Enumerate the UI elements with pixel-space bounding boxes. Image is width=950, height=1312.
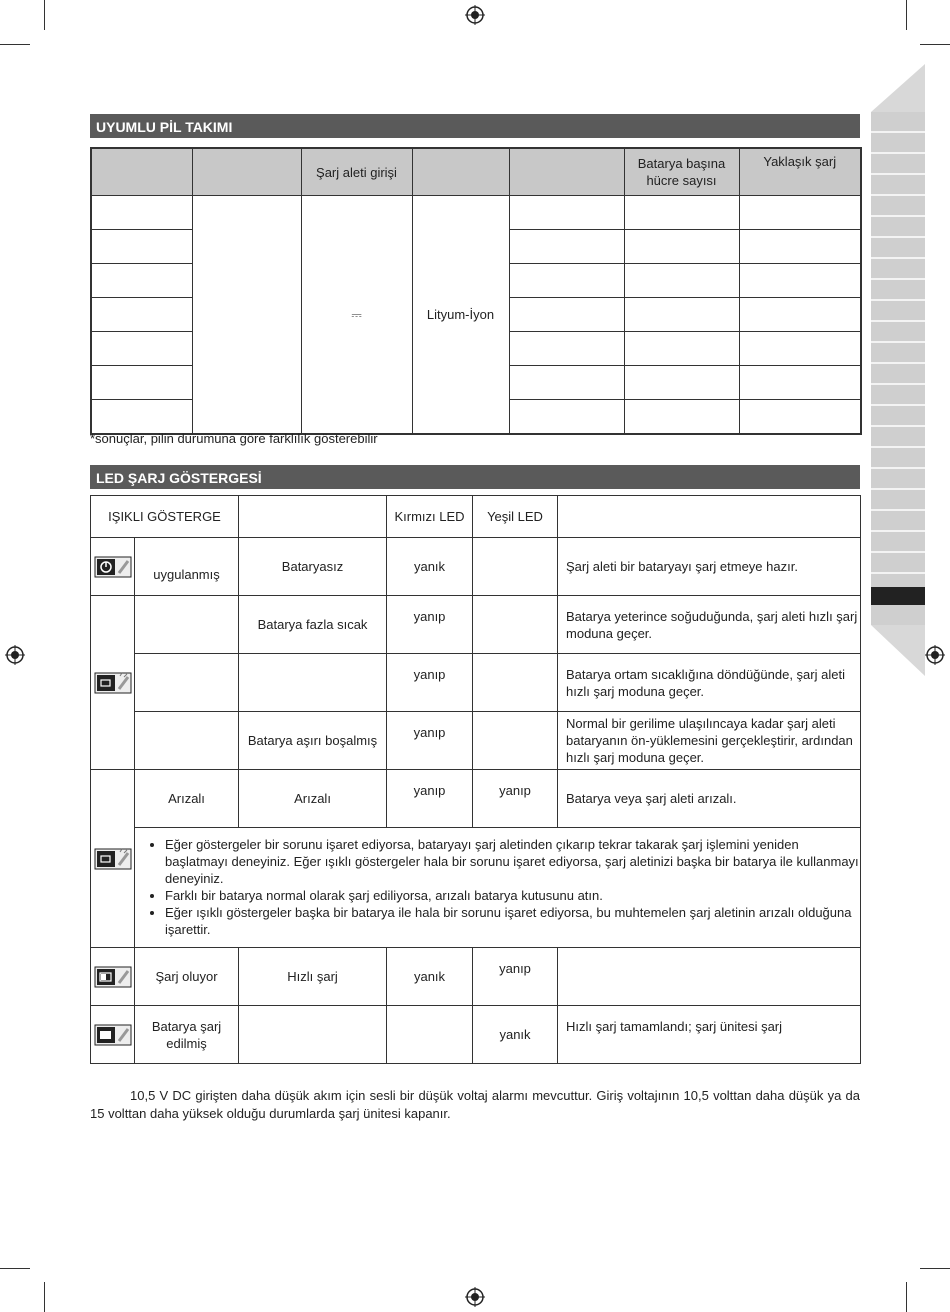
header-cell-charger-input: Şarj aleti girişi: [301, 148, 412, 196]
green-led-cell: [473, 596, 558, 654]
table-cell: [91, 400, 192, 435]
green-led-cell: [473, 538, 558, 596]
chemistry-cell: Lityum-İyon: [412, 196, 509, 435]
crop-mark: [44, 0, 45, 30]
header-green-led: Yeşil LED: [473, 496, 558, 538]
state-cell: [239, 654, 387, 712]
table-cell: [91, 332, 192, 366]
table-cell: [624, 264, 739, 298]
red-led-cell: yanık: [387, 948, 473, 1006]
section-title-battery-pack: UYUMLU PİL TAKIMI: [90, 114, 860, 138]
green-led-cell: yanıp: [473, 770, 558, 828]
table-row-tips: [91, 828, 861, 948]
table-row: [91, 596, 861, 654]
header-cell: [558, 496, 861, 538]
table-header-row: [91, 496, 861, 538]
table-cell: [739, 264, 861, 298]
red-led-cell: yanıp: [387, 596, 473, 654]
green-led-cell: yanık: [473, 1006, 558, 1064]
table-cell: [739, 230, 861, 264]
table-row: [91, 654, 861, 712]
charger-input-cell: [301, 196, 412, 435]
tips-list: [143, 836, 860, 938]
table-cell: [91, 230, 192, 264]
description-cell: [558, 948, 861, 1006]
table-cell: [739, 400, 861, 435]
table-cell: [739, 196, 861, 230]
language-tab-strip: [871, 64, 925, 676]
low-voltage-paragraph: 10,5 V DC girişten daha düşük akım için sesli bir düşük voltaj alarmı mevcuttur. Giriş voltajının 10,5 volttan daha düşük ya da 15 volttan daha yüksek olduğu durumlarda şarj ünitesi kapanır.: [90, 1088, 860, 1121]
red-led-cell: yanıp: [387, 654, 473, 712]
mode-cell: [135, 596, 239, 654]
power-indicator-icon: [94, 556, 132, 578]
table-cell: [91, 264, 192, 298]
table-cell: [509, 400, 624, 435]
green-led-cell: [473, 654, 558, 712]
header-red-led: Kırmızı LED: [387, 496, 473, 538]
icon-cell: [91, 948, 135, 1006]
table-cell: [509, 366, 624, 400]
icon-cell: [91, 596, 135, 770]
icon-cell: [91, 1006, 135, 1064]
table-cell: [509, 264, 624, 298]
green-led-cell: [473, 712, 558, 770]
battery-charging-icon: [94, 966, 132, 988]
mode-cell: Arızalı: [135, 770, 239, 828]
table-row: [91, 1006, 861, 1064]
crop-mark: [906, 0, 907, 30]
table-cell: [91, 298, 192, 332]
description-cell: Batarya yeterince soğuduğunda, şarj aleti hızlı şarj moduna geçer.: [558, 596, 861, 654]
crop-mark: [920, 1268, 950, 1269]
table-row: [91, 538, 861, 596]
table-cell: [509, 332, 624, 366]
crop-mark: [0, 44, 30, 45]
battery-full-icon: [94, 1024, 132, 1046]
mode-cell: [135, 712, 239, 770]
header-cell-approx-charge: Yaklaşık şarj: [739, 148, 861, 196]
registration-mark-icon: [925, 645, 945, 665]
table-cell: [739, 366, 861, 400]
mode-cell: [135, 654, 239, 712]
table-cell: [624, 400, 739, 435]
table-cell: [739, 332, 861, 366]
registration-mark-icon: [5, 645, 25, 665]
header-cell: [412, 148, 509, 196]
description-cell: Batarya veya şarj aleti arızalı.: [558, 770, 861, 828]
troubleshooting-tips-cell: [135, 828, 861, 948]
state-cell: Batarya aşırı boşalmış: [239, 712, 387, 770]
red-led-cell: [387, 1006, 473, 1064]
table-row: [91, 712, 861, 770]
header-light-indicator: IŞIKLI GÖSTERGE: [91, 496, 239, 538]
red-led-cell: yanıp: [387, 770, 473, 828]
description-cell: Şarj aleti bir bataryayı şarj etmeye hazır.: [558, 538, 861, 596]
battery-fault-icon: [94, 848, 132, 870]
state-cell: Arızalı: [239, 770, 387, 828]
list-item: • Eğer ışıklı göstergeler başka bir batarya ile hala bir sorunu işaret ediyorsa, bu muhtemelen şarj aletinin arızalı olduğuna işarettir.: [165, 904, 860, 938]
state-cell: Hızlı şarj: [239, 948, 387, 1006]
table-cell: [91, 196, 192, 230]
footnote: *sonuçlar, pilin durumuna göre farklılık gösterebilir: [90, 431, 378, 446]
list-item: • Eğer göstergeler bir sorunu işaret ediyorsa, bataryayı şarj aletinden çıkarıp tekrar takarak şarj işlemini yeniden başlatmayı deneyiniz. Eğer ışıklı göstergeler hala bir sorunu işaret ediyorsa, şarj aletinizi başka bir batarya ile kullanmayı deneyiniz.: [165, 836, 860, 887]
crop-mark: [920, 44, 950, 45]
registration-mark-icon: [465, 1287, 485, 1307]
table-cell: [739, 298, 861, 332]
table-cell: [624, 332, 739, 366]
table-row: [91, 196, 861, 230]
table-cell: [509, 196, 624, 230]
red-led-cell: yanık: [387, 538, 473, 596]
header-cell: [509, 148, 624, 196]
table-cell: [624, 298, 739, 332]
mode-cell: Batarya şarj edilmiş: [135, 1006, 239, 1064]
battery-warning-icon: [94, 672, 132, 694]
compatible-battery-table: [90, 147, 862, 435]
description-cell: Batarya ortam sıcaklığına döndüğünde, şarj aleti hızlı şarj moduna geçer.: [558, 654, 861, 712]
table-cell: [509, 230, 624, 264]
crop-mark: [44, 1282, 45, 1312]
dc-symbol-icon: ⎓: [351, 306, 362, 322]
mode-cell: Şarj oluyor: [135, 948, 239, 1006]
description-cell: Hızlı şarj tamamlandı; şarj ünitesi şarj: [558, 1006, 861, 1064]
table-row: [91, 770, 861, 828]
icon-cell: [91, 770, 135, 948]
state-cell: [239, 1006, 387, 1064]
section-title-led-indicator: LED ŞARJ GÖSTERGESİ: [90, 465, 860, 489]
table-cell: [624, 230, 739, 264]
led-indicator-table: [90, 495, 861, 1064]
registration-mark-icon: [465, 5, 485, 25]
list-item: • Farklı bir batarya normal olarak şarj ediliyorsa, arızalı batarya kutusunu atın.: [165, 887, 860, 904]
crop-mark: [906, 1282, 907, 1312]
header-cell: [91, 148, 192, 196]
state-cell: Batarya fazla sıcak: [239, 596, 387, 654]
header-cell: [239, 496, 387, 538]
red-led-cell: yanıp: [387, 712, 473, 770]
table-cell: [509, 298, 624, 332]
state-cell: Bataryasız: [239, 538, 387, 596]
table-cell: [624, 196, 739, 230]
green-led-cell: yanıp: [473, 948, 558, 1006]
icon-cell: [91, 538, 135, 596]
header-cell-cells-per-battery: Batarya başına hücre sayısı: [624, 148, 739, 196]
table-cell: [192, 196, 301, 435]
header-cell: [192, 148, 301, 196]
table-row: [91, 948, 861, 1006]
crop-mark: [0, 1268, 30, 1269]
mode-cell: uygulanmış: [135, 538, 239, 596]
table-cell: [624, 366, 739, 400]
description-cell: Normal bir gerilime ulaşılıncaya kadar şarj aleti bataryanın ön-yüklemesini gerçekleştirir, ardından hızlı şarj moduna geçer.: [558, 712, 861, 770]
table-cell: [91, 366, 192, 400]
table-header-row: [91, 148, 861, 196]
